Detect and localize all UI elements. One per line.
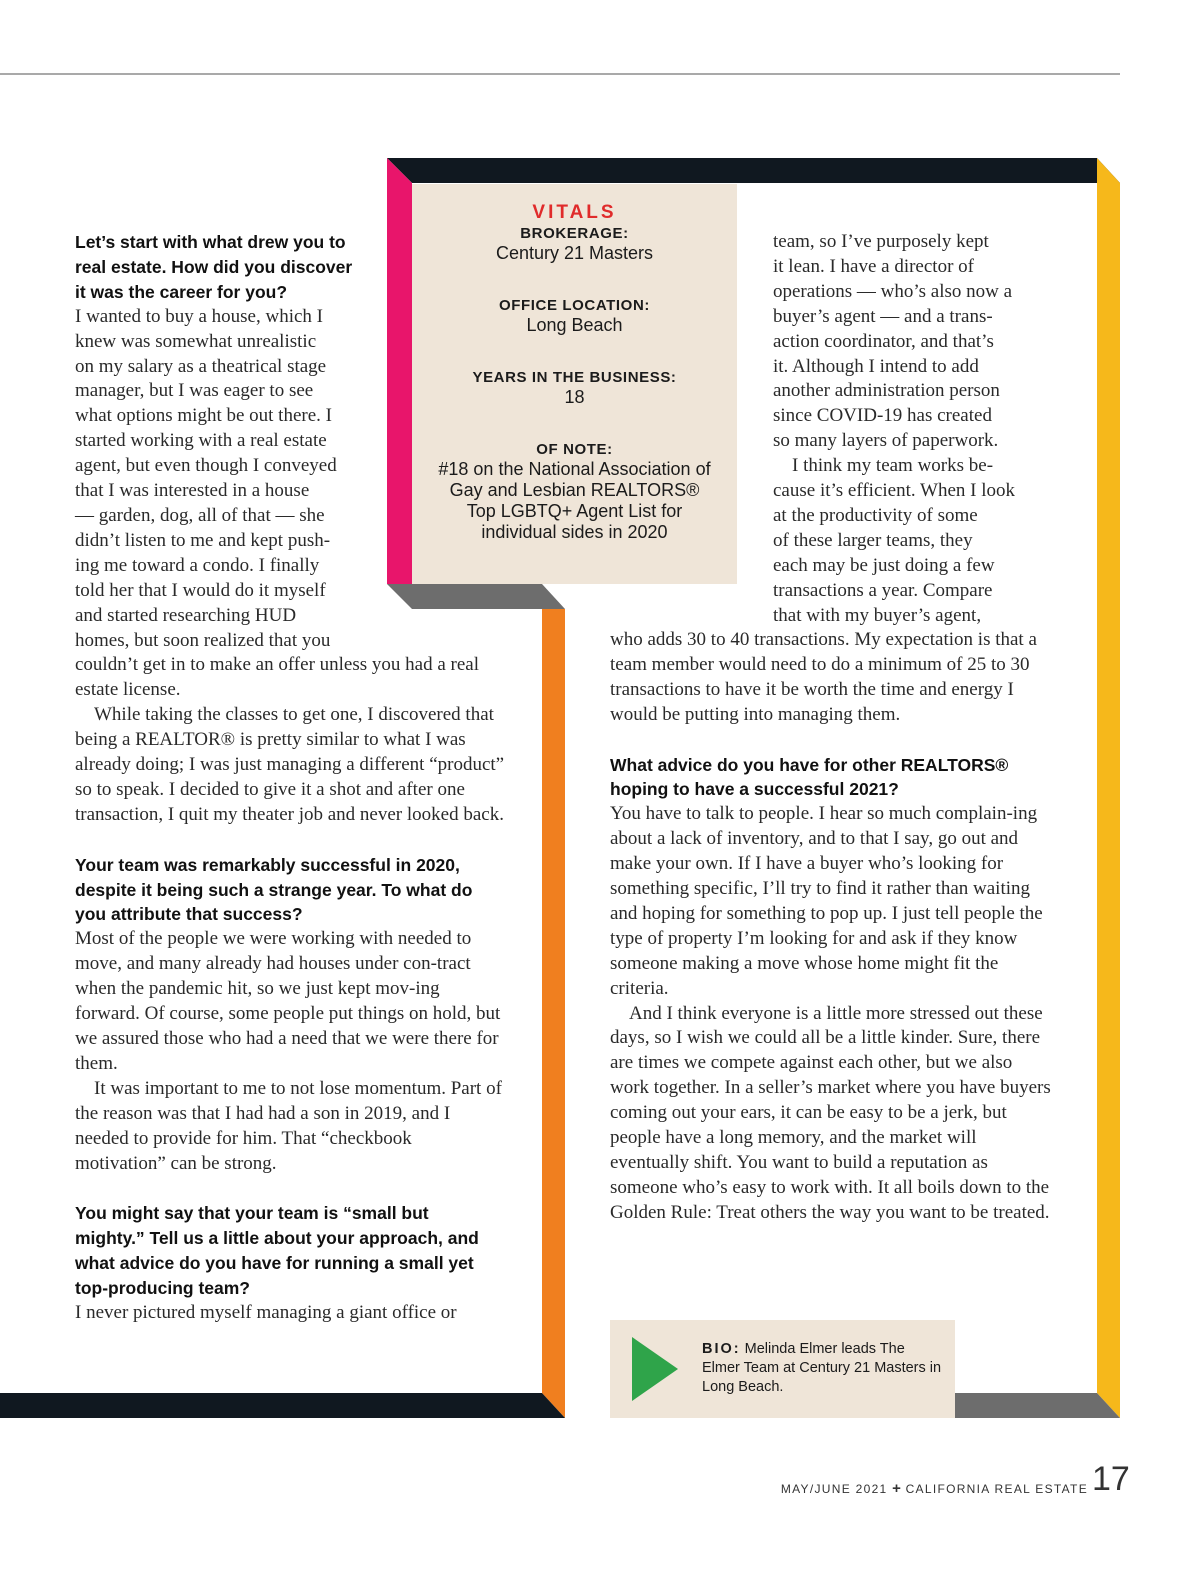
- right-column-top: [773, 230, 1073, 629]
- footer-separator: +: [892, 1480, 901, 1497]
- footer-publication: CALIFORNIA REAL ESTATE: [905, 1482, 1088, 1496]
- vitals-title: VITALS: [532, 202, 617, 223]
- years-label: YEARS IN THE BUSINESS:: [472, 369, 677, 386]
- answer-3-continued: team, so I’ve purposely kept it lean. I have a director of operations — who’s also now a buyer’s agent — and a trans- action coordinator, and that’s it. Although I intend to add another administration person since COVID-19 has created so many layers of paperwork.: [773, 231, 1013, 452]
- right-column: [610, 628, 1055, 1226]
- years-value: 18: [564, 387, 585, 407]
- page-number: 17: [1092, 1460, 1130, 1498]
- answer-4: You have to talk to people. I hear so much complain-ing about a lack of inventory, and to that I say, go out and make your own. If I have a buyer who’s looking for something specific, I’ll try to find it rather than waiting and hoping for something to pop up. I just tell people the type of property I’m looking for and ask if they know someone making a move whose home might fit the criteria.: [610, 803, 1043, 999]
- answer-3: I never pictured myself managing a giant office or: [75, 1301, 457, 1323]
- page-footer: [700, 1480, 1088, 1498]
- footer-issue: MAY/JUNE 2021: [780, 1482, 888, 1496]
- play-triangle-icon: [630, 1335, 680, 1403]
- office-label: OFFICE LOCATION:: [499, 297, 650, 314]
- answer-4b: And I think everyone is a little more stressed out these days, so I wish we could all be a little kinder. Sure, there are times we compete against each other, but we also work together. In a seller’s market where you have buyers coming out your ears, it can be easy to be a jerk, but people have a long memory, and the market will eventually shift. You want to build a reputation as someone who’s easy to work with. It all boils down to the Golden Rule: Treat others the way you want to be treated.: [610, 1002, 1051, 1223]
- note-value: #18 on the National Association of Gay and Lesbian REALTORS® Top LGBTQ+ Agent List for individual sides in 2020: [438, 459, 711, 542]
- frame-gray-corner: [955, 1393, 1120, 1418]
- brokerage-value: Century 21 Masters: [495, 243, 654, 263]
- question-1: Let’s start with what drew you to real estate. How did you discover it was the career for you?: [75, 232, 353, 302]
- bio-box: [610, 1320, 955, 1418]
- left-column: [75, 230, 505, 1326]
- frame-yellow-bar: [1097, 158, 1120, 1418]
- answer-2b: It was important to me to not lose momentum. Part of the reason was that I had had a son in 2019, and I needed to provide for him. That “checkbook motivation” can be strong.: [75, 1077, 502, 1174]
- office-value: Long Beach: [526, 315, 623, 335]
- brokerage-label: BROKERAGE:: [520, 225, 629, 242]
- question-4: What advice do you have for other REALTORS® hoping to have a successful 2021?: [610, 754, 1009, 800]
- question-3: You might say that your team is “small but mighty.” Tell us a little about your approach, and what advice do you have for running a small yet top-producing team?: [75, 1203, 479, 1299]
- frame-top-bar: [387, 158, 1120, 183]
- question-2: Your team was remarkably successful in 2020, despite it being such a strange year. To what do you attribute that success?: [75, 854, 473, 925]
- frame-orange-bar: [542, 609, 565, 1418]
- answer-3b-tail: who adds 30 to 40 transactions. My expectation is that a team member would need to do a minimum of 25 to 30 transactions to have it be worth the time and energy I would be putting into managing them.: [610, 629, 1037, 725]
- answer-2: Most of the people we were working with needed to move, and many already had houses under con-tract when the pandemic hit, so we just kept mov-ing forward. Of course, some people put things on hold, but we assured those who had a need that we were there for them.: [75, 928, 501, 1074]
- answer-1-tail: couldn’t get in to make an offer unless you had a real estate license.: [75, 654, 479, 701]
- bio-body: Melinda Elmer leads The Elmer Team at Century 21 Masters in Long Beach.: [702, 1341, 942, 1395]
- bio-label: BIO:: [702, 1341, 741, 1357]
- answer-1b: While taking the classes to get one, I discovered that being a REALTOR® is pretty similar to what I was already doing; I was just managing a different “product” so to speak. I decided to give it a shot and after one transaction, I quit my theater job and never looked back.: [75, 704, 505, 825]
- answer-1-lines: I wanted to buy a house, which I knew was somewhat unrealistic on my salary as a theatrical stage manager, but I was eager to see what options might be out there. I started working with a real estate agent, but even though I conveyed that I was interested in a house — garden, dog, all of that — she didn’t listen to me and kept push- ing me toward a condo. I finally told her that I would do it myself and started researching HUD homes, but soon realized that you: [75, 305, 337, 651]
- bio-text: [702, 1340, 942, 1397]
- frame-bottom-bar: [0, 1393, 565, 1418]
- answer-3b-lines: I think my team works be- cause it’s efficient. When I look at the productivity of some of these larger teams, they each may be just doing a few transactions a year. Compare that with my buyer’s agent,: [773, 455, 1015, 626]
- note-label: OF NOTE:: [536, 441, 613, 458]
